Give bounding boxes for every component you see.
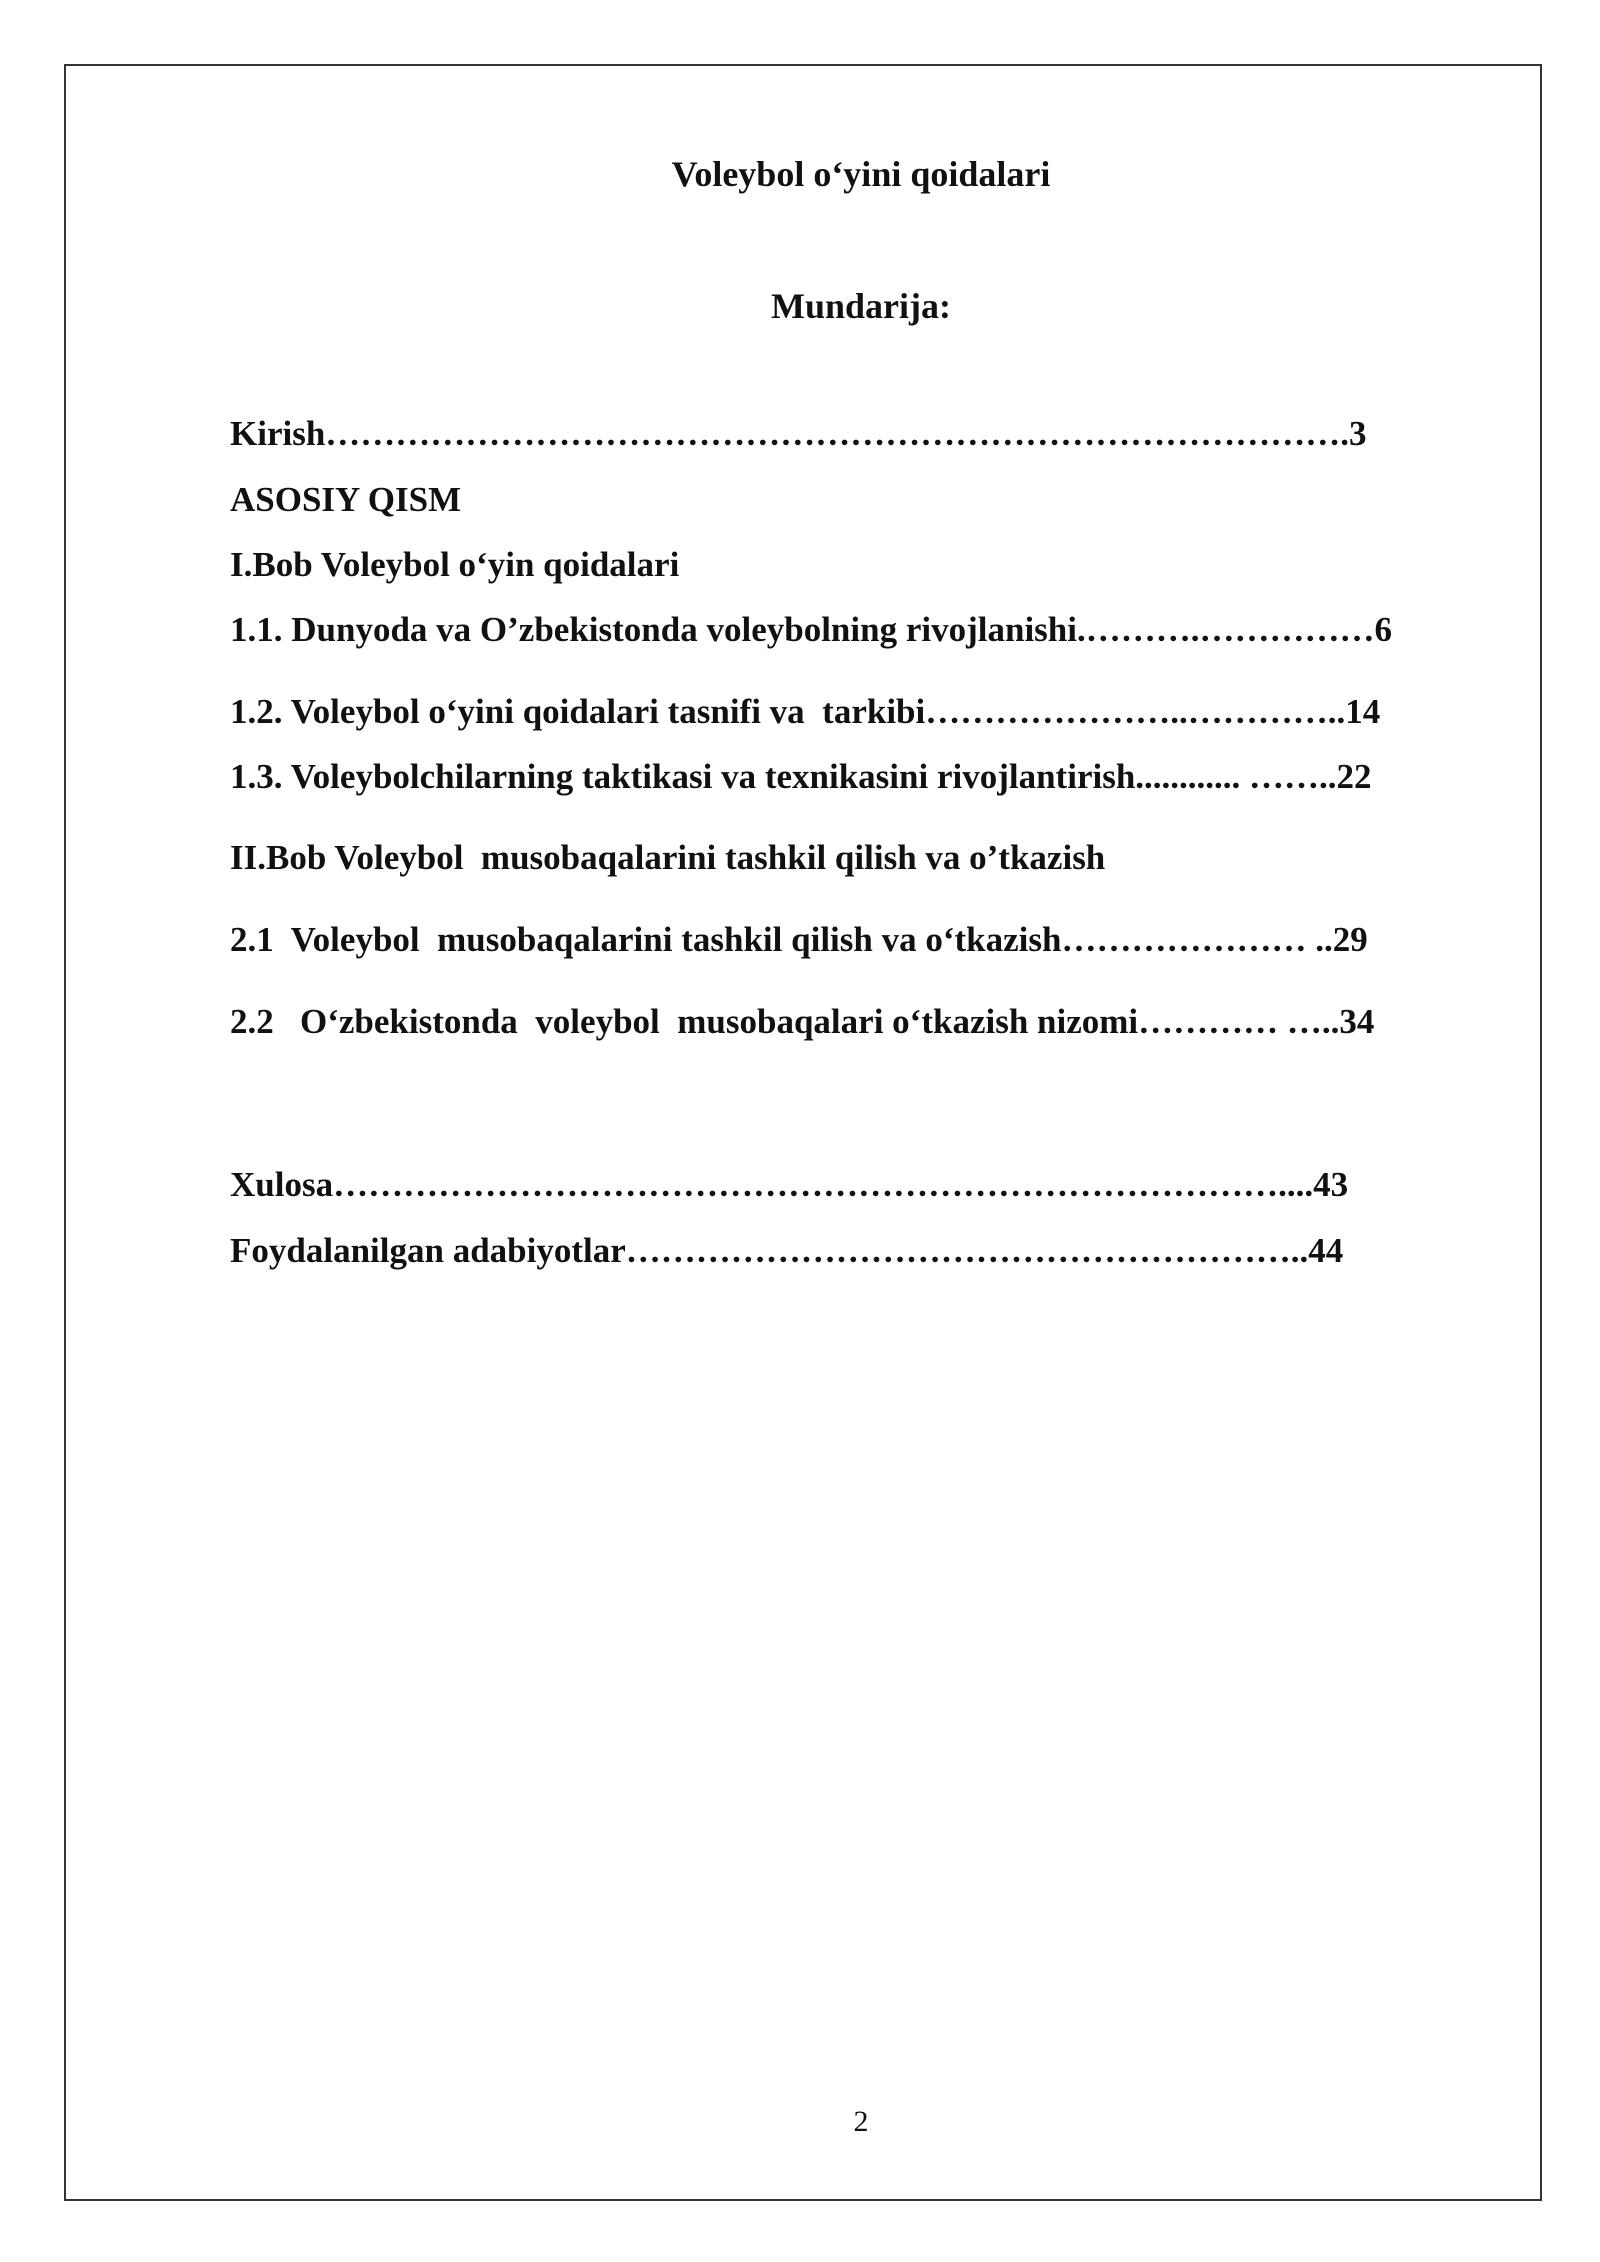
toc-entry-chapter-1: I.Bob Voleybol o‘yin qoidalari bbox=[230, 545, 680, 584]
toc-entry-bibliography: Foydalanilgan adabiyotlar…………………………………………………..44 bbox=[230, 1231, 1344, 1270]
page-border bbox=[64, 64, 1542, 2201]
toc-entry-kirish: Kirish…………………………………………………………………………….3 bbox=[230, 414, 1367, 453]
toc-entry-1-2: 1.2. Voleybol o‘yini qoidalari tasnifi va tarkibi…………………..…………..14 bbox=[230, 692, 1381, 731]
toc-entry-1-3: 1.3. Voleybolchilarning taktikasi va texnikasini rivojlantirish............ ……..22 bbox=[230, 757, 1372, 796]
page-number: 2 bbox=[853, 2105, 869, 2138]
toc-entry-2-1: 2.1 Voleybol musobaqalarini tashkil qilish va o‘tkazish………………… ..29 bbox=[230, 920, 1368, 959]
document-title: Voleybol o‘yini qoidalari bbox=[671, 154, 1051, 194]
toc-entry-asosiy-qism: ASOSIY QISM bbox=[230, 480, 462, 519]
toc-entry-chapter-2: II.Bob Voleybol musobaqalarini tashkil qilish va o’tkazish bbox=[230, 838, 1106, 877]
toc-entry-xulosa: Xulosa………………………………………………………………………....43 bbox=[230, 1165, 1349, 1204]
toc-heading: Mundarija: bbox=[771, 286, 951, 326]
toc-entry-2-2: 2.2 O‘zbekistonda voleybol musobaqalari o‘tkazish nizomi………… …..34 bbox=[230, 1002, 1375, 1041]
toc-entry-1-1: 1.1. Dunyoda va O’zbekistonda voleybolning rivojlanishi.……….……………6 bbox=[230, 610, 1392, 649]
